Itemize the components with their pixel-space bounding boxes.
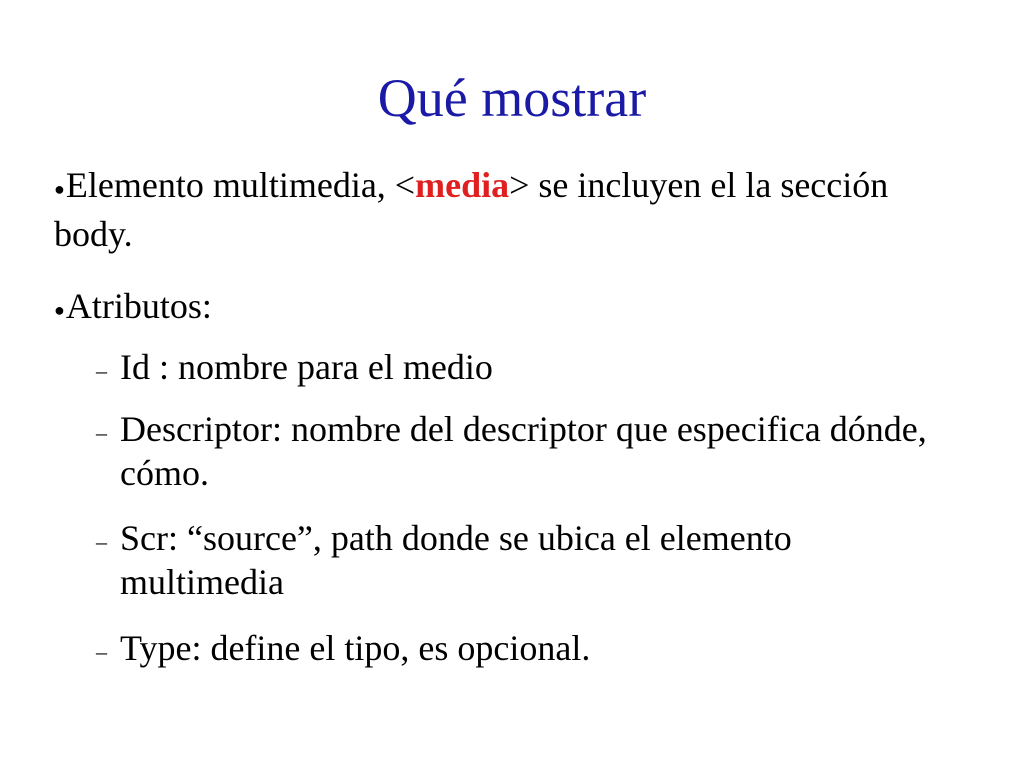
highlight-media-tag: media — [415, 165, 510, 205]
dash-icon: – — [96, 420, 107, 445]
sub-bullet-text: Descriptor: nombre del descriptor que especifica dónde, cómo. — [120, 409, 927, 493]
bullet-multimedia-element — [54, 163, 934, 257]
sub-bullet-source — [96, 516, 936, 604]
dash-icon: – — [96, 358, 107, 383]
sub-bullet-text: Scr: “source”, path donde se ubica el elemento multimedia — [120, 518, 792, 602]
bullet-text: Atributos: — [65, 286, 212, 326]
dash-icon: – — [96, 529, 107, 554]
sub-bullet-type — [96, 626, 936, 674]
bullet-text-pre: Elemento multimedia, < — [65, 165, 416, 205]
bullet-attributes — [54, 284, 934, 333]
slide-title: Qué mostrar — [377, 68, 647, 128]
sub-bullet-descriptor — [96, 407, 936, 495]
bullet-dot-icon: ● — [54, 179, 65, 199]
bullet-text-post: > se incluyen el la sección body. — [54, 165, 889, 254]
dash-icon: – — [96, 639, 107, 664]
sub-bullet-text: Type: define el tipo, es opcional. — [120, 628, 591, 668]
sub-bullet-id — [96, 345, 936, 393]
sub-bullet-text: Id : nombre para el medio — [120, 347, 493, 387]
bullet-dot-icon: ● — [54, 300, 65, 320]
